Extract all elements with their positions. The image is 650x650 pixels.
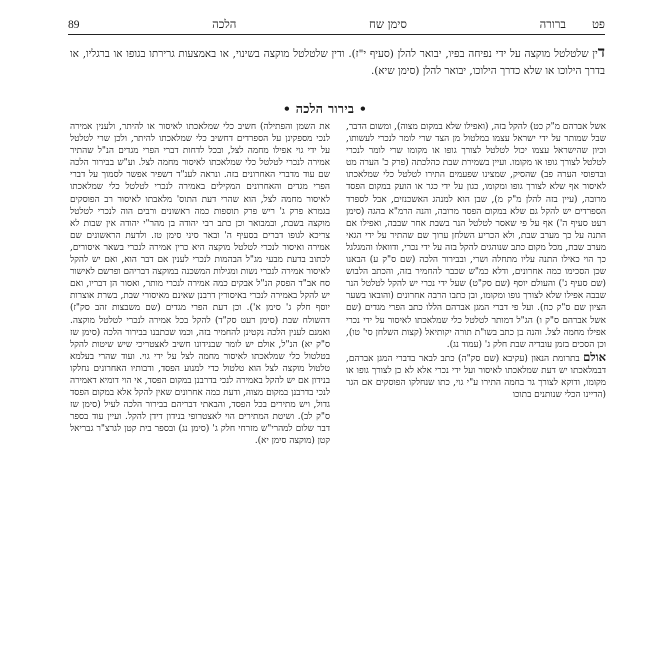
- right-column-paragraph-2-text: בתרומת הנאון (עקיבא (שם סק"ה) כתב לבאר בדברי המגן אברהם, דבמלאכתו יש דעת שמלאכתו לאיסור ועל ידי נכרי אלא לא כן לצורך גופו או מקומו, ודוקא לצורך גר בחמה התירו ע"י גוי, כתו שנחלקו הפוסקים אם הגר (הדיינו הכלי שנותנים בתוכו: [346, 353, 606, 401]
- commentary-title: ברורה: [539, 17, 566, 31]
- left-column-paragraph-1: את השמן והפתילה) חשיב כלי שמלאכתו לאיסור או להיתר, ולענין אמירה לנכי מספקינן על הספרדים דחשיב כלי שמלאכתו להיתר, ולכן שרי לטלטל על ידי גוי אפילו מחמה לצל, ובכל לדחות דברי הפרי מגדים הנ"ל שהתיר אמירה לנכרי לטלטל כלי שמלאכתו לאיסור מחמה לצל. וע"ש בבירור הלכה שם עוד מדברי האחרונים בזה. ונראה לענ"ד דשפיר אפשר לסמוך על דברי הפרי מגדים והאחרונים המקילים באמירה לנכרי לטלטל כלי שמלאכתו לאיסור מחמה לצל, הוא שהרי דעת התוס' מלאבתו לאיסור רב הפוסקים בגמרא פרק ג' ריש פרק תוספות כמה ראשונים ורבים הוה לנכרי לטלטל מוקצה בשבת, ובמבואר וכן כתב רבי יהודה בן מהר"י יהודה אין שבות לא צריכא לגופו דברים בסעיף ה' ובאר סיני סימן טז. ולדעת הראשונים שם אמירה ואיסור לנכרי לטלטל מוקצה היא כרין אמירה לנכרי בשאר איסורים, לכתוב בדעת מבעי מג"ל הבהמות לנכרי לענין אם דבר הוא, ואם יש להקל לאיסור אמירה לנכרי נשות ומגילות המשכנה במוקצה דבריהם ופרשם לאישור סח אב"ד הפסק הנ"ל אבקים כמה אמירה לנכרי מותר, ואסור הן דבריו, ואם יש להקל באמירה לנכרי באיסורין דרבנן שאינם מאיסורי שבת, בשרת אוצרות יוסף חלק ג' סימן א'). וכן דעת הפרי מגדים (שם משבצות זהב סק"ז) דהשולח שבת (סימן רעט סק"ד) להקל בכל אמירה לנכרי לטלטל מוקצה. ואמנם לענין הלכה נקטינן להחמיר בזה, וכמו שכתבנו בבירור הלכה (סימן שז ס"ק יא) הנ"ל, אולם יש לומר שבנידונו חשיב לאצטריכי שיש שיטות להקל בטלטול כלי שמלאכתו לאיסור מחמה לצל על ידי גוי. ועוד שהרי בעלמא טלטול מוקצה לצל הוא טלטול כדי למנוע הפסד, ודבותיו האחרונים נחלקו בנידון אם יש להקל באמירה לנכי בדרבנן במקום הפסד, אי הוי דומיא דאמירה לנכי בדרבנן במקום מצוה, ודעת כמה אחרונים שאין להקל אלא במקום הפסד גדול, ויש מתירים בכל הפסד, והבאתי דבריהם בבירור הלכה לעיל (סימן שז ס"ק לב). ושיטת המתירים הוי לאצטרופי בנידון דידן להקל. ועיין עוד בספר דבר שלום למהרי"ש מזרחי חלק ג' (סימן נג) ובספר בית קטן לגרצ"ר גבריאל קטן (מוקצה סימן יא).: [70, 122, 330, 447]
- siman-label: סימן שח: [369, 17, 407, 31]
- drop-cap: ד: [597, 43, 605, 61]
- right-column: [346, 121, 606, 641]
- page-header: [68, 10, 605, 35]
- header-right-group: [540, 17, 605, 34]
- section-title: • בירור הלכה •: [282, 101, 368, 116]
- bold-lead-word: אולם: [583, 349, 606, 364]
- right-column-paragraph-1: אשל אברהם מ"ק כט) להקל בזה, (ואפילו שלא במקום מצוה), ומשום הדבר, שבל שמותר על ידי ישראל עצמו במלטול מן הצד שרי לומר לנכרי לעשותו, וכיון שהישראל עצמו יכול לטלטל לצורך גופו או מקומו שרי לומר לנכרי לטלטל לצורך גופו או מקומו. ועיין בשמירת שבת כהלכתה (פרק כ' הערה מט ובדפוסי הערה פב) שהסיק, שמצינו שפעמים התירו לטלטל כלי שמלאכתו לאיסור אף שלא לצורך גופו ומקומו, כגון על ידי כגר או הועק במקום הפסד מרובה, (עיין בזה להלן מ"ק מ), שבן הוא למנהג האשכנזים, אבל לספרד הספרדים יש להקל גם שלא במקום הפסד מרובה, והנה הרמ"א בהגה (סימן רעט סעיף ה') אף על פי שאסר לטלטל הנר בשבת אחר שבבה, ואפילו אם התנה על כך מערב שבת, ולא הכריע השלחן ערוך שם שהתיר על ידי הגאי מערב שבת, מכל מקום כתב שנוהגים להקל בזה על ידי נכרי, ודוואלו והמגלגל כך הוי כאילו התנה עליו מתחלה ושרי, ובבירור הלכה (שם ס"ק ע) הבאנו שכן הסכימו כמה אחרונים, ודלא כמ"ש שכבר להחמיר בזה, והכתב הלבוש (שם סעיף ג') והעולם יוסף (שם סק"ט) שעל ידי נכרי יש להקל לטלטל הנר שבבה אפילו שלא לצורך גופו ומקומו, ובן כתבו הרבה אחרונים (והובאו בשער הציון שם ס"ק כח). ועל פי דברי המגן אברהם הללו כתב הפרי מגדים (שם אשל אברהם ס"ק ו) הג"ל דמותר לטלטל כלי שמלאכתו לאיסור על ידי נכרי אפילו מחמה לצל. והנה בן כתב בשו"ת תורה יקותיאל (קצות השלחן סי' טו), וכן הסכים בזמן עובדיה שבת חלק ג' (עמוד נג).: [346, 122, 606, 350]
- intro-paragraph: [70, 44, 605, 80]
- page-number: 89: [68, 19, 80, 31]
- book-title: הלכה: [212, 17, 237, 31]
- intro-text: ין שלטלטל מוקצה על ידי נפיחה בפיו, יבואר להלן (סעיף י"ז). ודין שלטלטל מוקצה בשינוי, או באמצעות גרירתו בגופו או ברגליו, או בדרך הילוכו או שלא כדרך הילוכו, יבואר להלן (סימן שיא).: [70, 48, 605, 77]
- folio-number: פט: [591, 17, 605, 31]
- left-column: [70, 121, 330, 641]
- right-column-paragraph-2: [346, 351, 606, 401]
